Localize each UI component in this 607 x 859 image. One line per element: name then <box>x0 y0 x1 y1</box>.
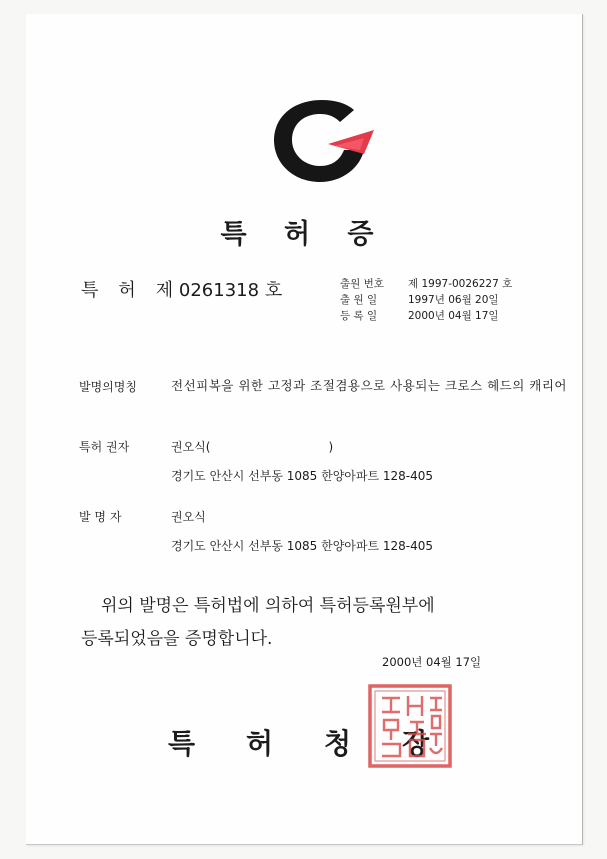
patent-suffix: 호 <box>264 280 283 301</box>
inventor-address: 경기도 안산시 선부동 1085 한양아파트 128-405 <box>171 539 434 553</box>
patentee-name-line <box>171 438 333 455</box>
certification-text <box>81 590 561 656</box>
issue-date: 2000년 04월 17일 <box>382 655 482 669</box>
patent-number-line <box>81 276 282 302</box>
issuer-char-1: 특 <box>168 727 196 760</box>
document-title: 특 허 증 <box>220 219 388 250</box>
application-number-label: 출원 번호 <box>340 278 384 290</box>
patentee-address: 경기도 안산시 선부동 1085 한양아파트 128-405 <box>171 469 434 483</box>
inventor-label: 발 명 자 <box>79 510 122 524</box>
patent-prefix-c: 제 <box>155 280 174 301</box>
certification-line-2: 등록되었음을 증명합니다. <box>81 629 273 649</box>
filing-date-label: 출 원 일 <box>340 294 378 306</box>
registration-date-label: 등 록 일 <box>340 310 378 322</box>
registration-date-value: 2000년 04월 17일 <box>408 310 499 322</box>
invention-title-label: 발명의명칭 <box>79 380 137 394</box>
issuer-char-3: 청 <box>324 727 352 760</box>
patentee-close: ) <box>328 440 334 454</box>
official-seal-stamp <box>366 682 454 770</box>
patent-prefix-a: 특 <box>81 280 99 301</box>
issuer-char-4: 장 <box>402 727 430 760</box>
patent-prefix-b: 허 <box>118 280 136 301</box>
certification-line-1: 위의 발명은 특허법에 의하여 특허등록원부에 <box>101 596 435 616</box>
government-emblem-logo <box>264 94 394 194</box>
application-meta <box>340 276 512 324</box>
inventor-name: 권오식 <box>171 510 206 524</box>
patentee-name: 권오식( <box>171 440 211 454</box>
invention-title-value: 전선피복을 위한 고정과 조절겸용으로 사용되는 크로스 헤드의 캐리어 <box>171 378 567 393</box>
filing-date-value: 1997년 06월 20일 <box>408 294 499 306</box>
application-number-value: 제 1997-0026227 호 <box>408 278 513 290</box>
patentee-label: 특허 권자 <box>79 440 130 454</box>
certificate-page <box>26 14 583 845</box>
patent-number: 0261318 <box>178 280 260 301</box>
issuer-char-2: 허 <box>246 727 274 760</box>
